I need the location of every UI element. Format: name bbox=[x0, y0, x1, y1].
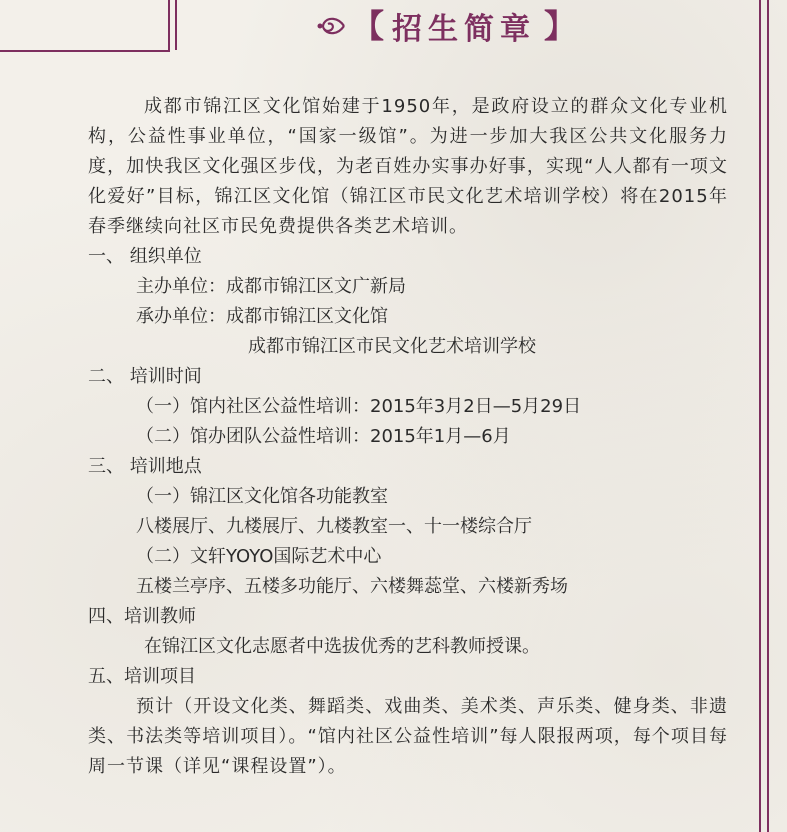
section-heading: 一、 组织单位 bbox=[88, 246, 202, 267]
time-item-1: （一）馆内社区公益性培训：2015年3月2日—5月29日 bbox=[136, 396, 582, 417]
host-line: 主办单位：成都市锦江区文广新局 bbox=[136, 276, 406, 297]
right-frame-decoration bbox=[759, 0, 787, 832]
organizer-line: 承办单位：成都市锦江区文化馆 bbox=[136, 306, 388, 327]
flower-ornament-icon bbox=[316, 11, 346, 41]
left-bracket: 【 bbox=[352, 7, 385, 45]
organizer-line-2: 成都市锦江区市民文化艺术培训学校 bbox=[248, 336, 536, 357]
section-heading: 二、 培训时间 bbox=[88, 366, 202, 387]
intro-paragraph: 成都市锦江区文化馆始建于1950年，是政府设立的群众文化专业机构，公益性事业单位，“国家一级馆”。为进一步加大我区公共文化服务力度，加快我区文化强区步伐，为老百姓办实事办好事，实现“人人都有一项文化爱好”目标，锦江区文化馆（锦江区市民文化艺术培训学校）将在2015年春季继续向社区市民免费提供各类艺术培训。 bbox=[88, 96, 728, 237]
section-heading: 五、培训项目 bbox=[88, 666, 196, 687]
location-item-1-detail: 八楼展厅、九楼展厅、九楼教室一、十一楼综合厅 bbox=[136, 516, 532, 537]
section-heading: 三、 培训地点 bbox=[88, 456, 202, 477]
header bbox=[316, 6, 576, 46]
location-item-2-detail: 五楼兰亭序、五楼多功能厅、六楼舞蕊堂、六楼新秀场 bbox=[136, 576, 568, 597]
section-heading: 四、培训教师 bbox=[88, 606, 196, 627]
project-paragraph: 预计（开设文化类、舞蹈类、戏曲类、美术类、声乐类、健身类、非遗类、书法类等培训项目）。“馆内社区公益性培训”每人限报两项，每个项目每周一节课（详见“课程设置”）。 bbox=[88, 696, 728, 777]
page-title: 招生简章 bbox=[392, 12, 537, 47]
location-item-1: （一）锦江区文化馆各功能教室 bbox=[136, 486, 388, 507]
document-body bbox=[88, 92, 728, 782]
teacher-text: 在锦江区文化志愿者中选拔优秀的艺科教师授课。 bbox=[144, 636, 540, 657]
left-frame-decoration bbox=[0, 0, 170, 52]
time-item-2: （二）馆办团队公益性培训：2015年1月—6月 bbox=[136, 426, 511, 447]
right-bracket: 】 bbox=[544, 7, 577, 45]
location-item-2: （二）文轩YOYO国际艺术中心 bbox=[136, 546, 382, 567]
